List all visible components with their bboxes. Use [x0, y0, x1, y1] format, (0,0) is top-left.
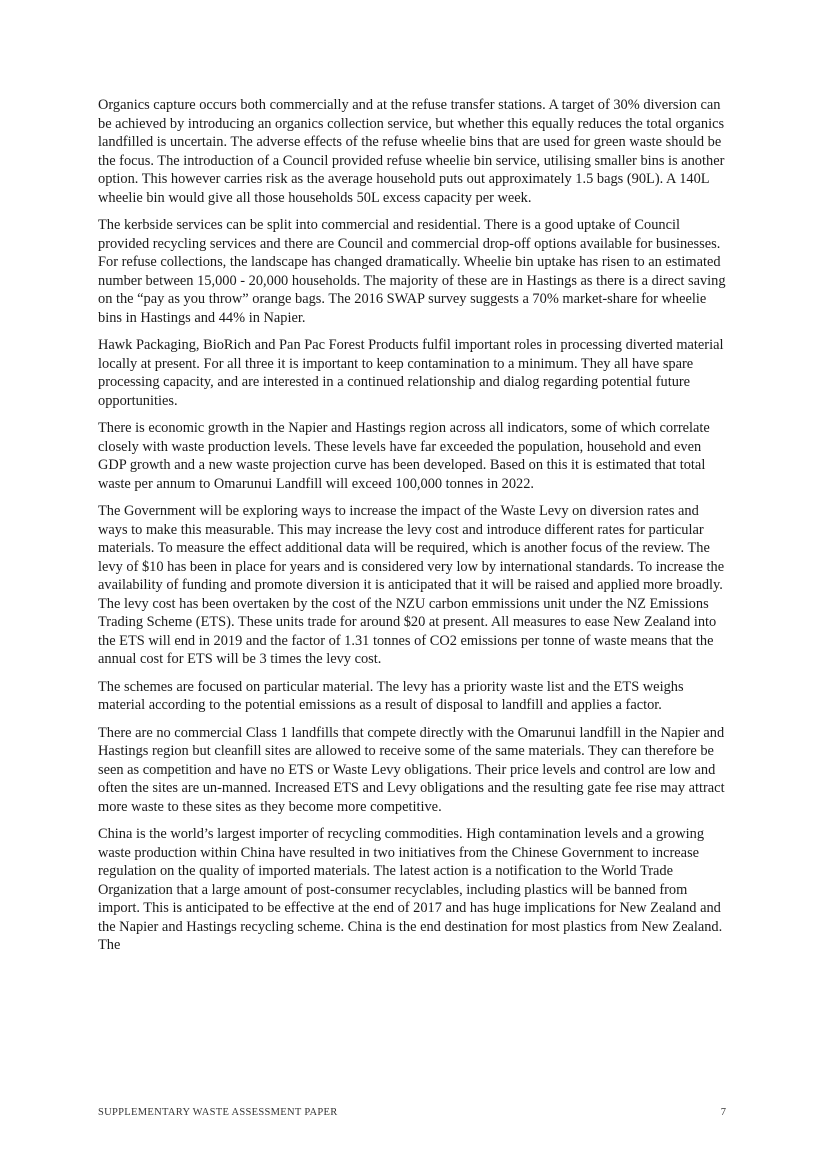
paragraph-schemes: The schemes are focused on particular material. The levy has a priority waste list and the ETS weighs material according to the potential emissions as a result of disposal to landfill and applies a factor.: [98, 678, 684, 713]
paragraph-waste-levy: The Government will be exploring ways to increase the impact of the Waste Levy on diversion rates and ways to make this measurable. This may increase the levy cost and introduce different rates for particular materials. To measure the effect additional data will be required, which is another focus of the review. The levy of $10 has been in place for years and is considered very low by international standards. To increase the availability of funding and promote diversion it is anticipated that it will be raised and applied more broadly. The levy cost has been overtaken by the cost of the NZU carbon emmissions unit under the NZ Emissions Trading Scheme (ETS). These units trade for around $20 at present. All measures to ease New Zealand into the ETS will end in 2019 and the factor of 1.31 tonnes of CO2 emissions per tonne of waste means that the annual cost for ETS will be 3 times the levy cost.: [98, 503, 725, 667]
page-number: 7: [720, 1107, 726, 1118]
paragraph-organics-capture: Organics capture occurs both commercially and at the refuse transfer stations. A target of 30% diversion can be achieved by introducing an organics collection service, but whether this equally reduces the total organics landfilled is uncertain. The adverse effects of the refuse wheelie bins that are used for green waste should be the focus. The introduction of a Council provided refuse wheelie bin service, utilising smaller bins is another option. This however carries risk as the average household puts out approximately 1.5 bags (90L). A 140L wheelie bin would give all those households 50L excess capacity per week.: [98, 97, 725, 206]
page-footer: [98, 1107, 726, 1118]
paragraph-processors: Hawk Packaging, BioRich and Pan Pac Forest Products fulfil important roles in processing diverted material locally at present. For all three it is important to keep contamination to a minimum. They all have spare processing capacity, and are interested in a continued relationship and dialog regarding potential future opportunities.: [98, 337, 724, 409]
paragraph-kerbside-services: The kerbside services can be split into commercial and residential. There is a good uptake of Council provided recycling services and there are Council and commercial drop-off options available for businesses. For refuse collections, the landscape has changed dramatically. Wheelie bin uptake has risen to an estimated number between 15,000 - 20,000 households. The majority of these are in Hastings as there is a direct saving on the “pay as you throw” orange bags. The 2016 SWAP survey suggests a 70% market-share for wheelie bins in Hastings and 44% in Napier.: [98, 217, 726, 326]
paragraph-landfill-competition: There are no commercial Class 1 landfills that compete directly with the Omarunui landfill in the Napier and Hastings region but cleanfill sites are allowed to receive some of the same materials. They can therefore be seen as competition and have no ETS or Waste Levy obligations. Their price levels and control are low and often the sites are un-manned. Increased ETS and Levy obligations and the resulting gate fee rise may attract more waste to these sites as they become more competitive.: [98, 724, 725, 815]
body-text: [98, 96, 726, 964]
footer-title: SUPPLEMENTARY WASTE ASSESSMENT PAPER: [98, 1107, 338, 1118]
paragraph-economic-growth: There is economic growth in the Napier and Hastings region across all indicators, some of which correlate closely with waste production levels. These levels have far exceeded the population, household and even GDP growth and a new waste projection curve has been developed. Based on this it is estimated that total waste per annum to Omarunui Landfill will exceed 100,000 tonnes in 2022.: [98, 420, 710, 492]
paragraph-china-imports: China is the world’s largest importer of recycling commodities. High contamination levels and a growing waste production within China have resulted in two initiatives from the Chinese Government to increase regulation on the quality of imported materials. The latest action is a notification to the World Trade Organization that a large amount of post-consumer recyclables, including plastics will be banned from import. This is anticipated to be effective at the end of 2017 and has huge implications for New Zealand and the Napier and Hastings recycling scheme. China is the end destination for most plastics from New Zealand. The: [98, 826, 723, 953]
